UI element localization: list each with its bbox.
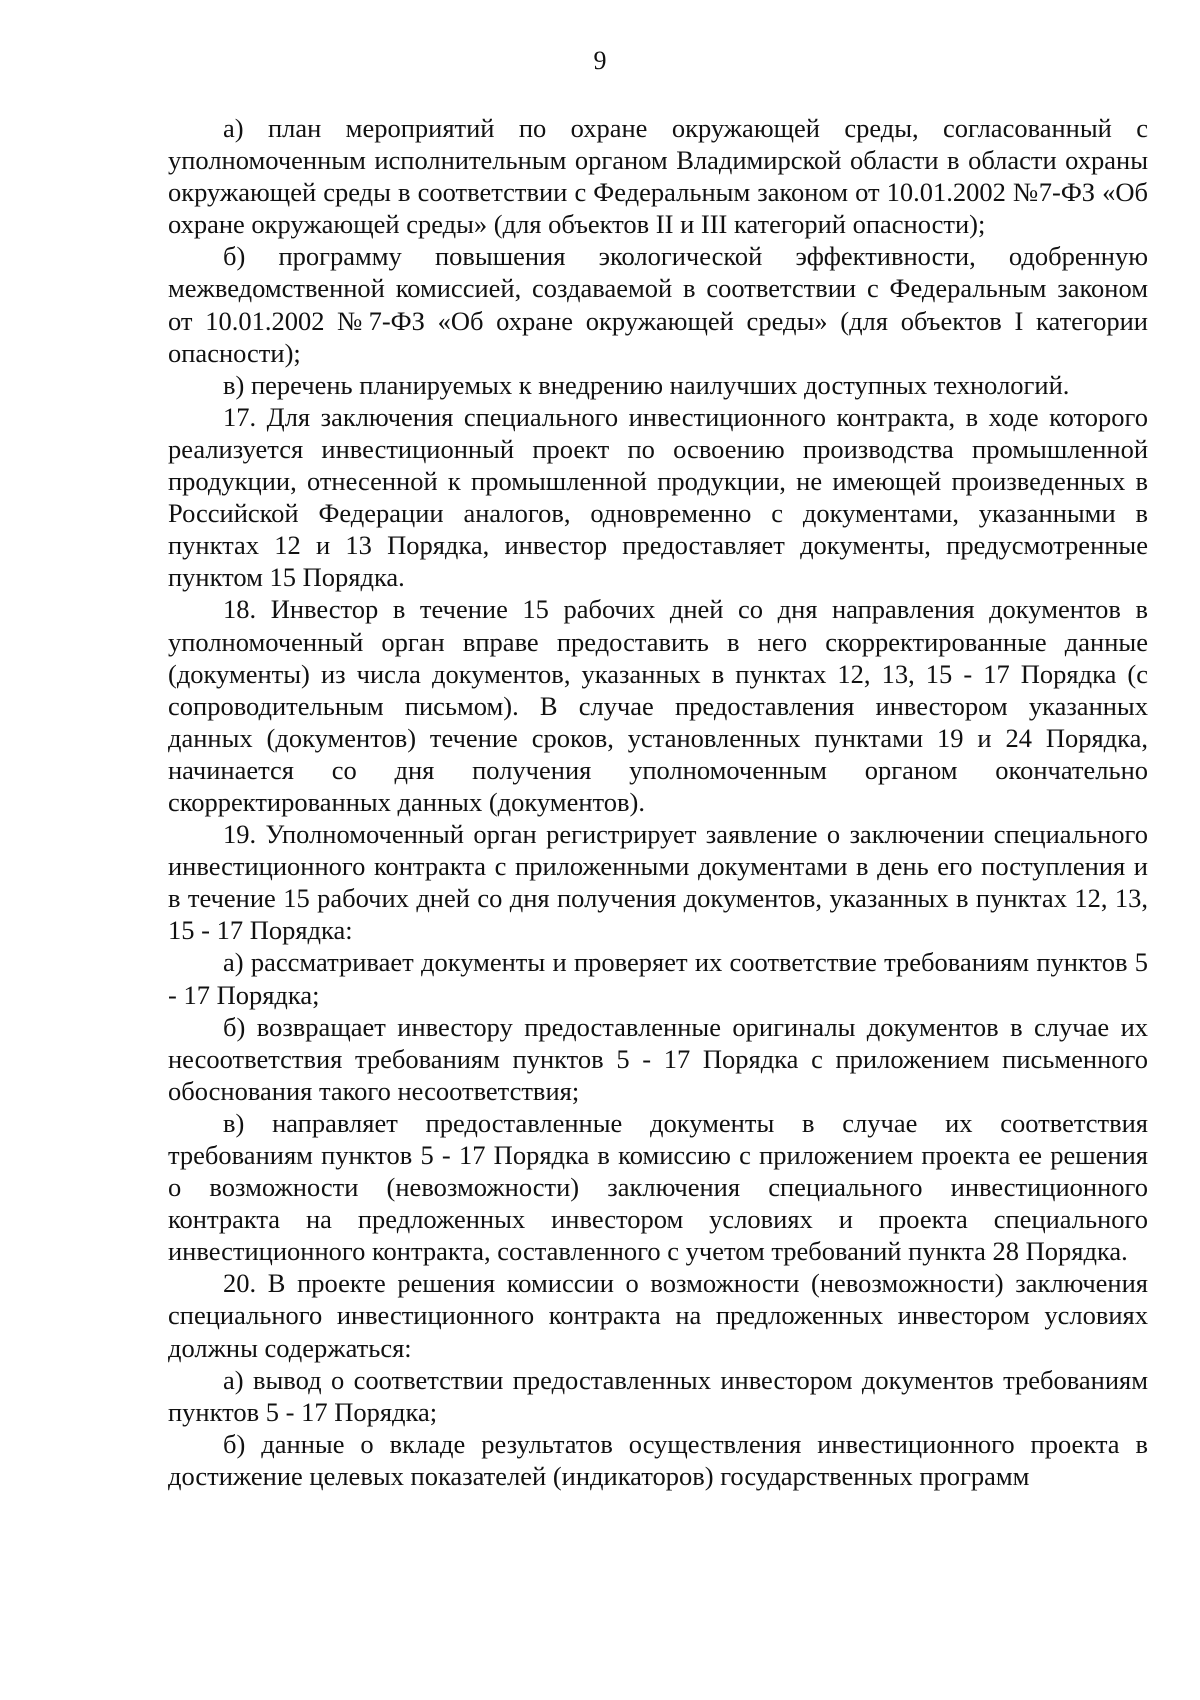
paragraph-clause-19: 19. Уполномоченный орган регистрирует заявление о заключении специального инвестиционного контракта с приложенными документами в день его поступления и в течение 15 рабочих дней со дня получения документов, указанных в пунктах 12, 13, 15 - 17 Порядка: [168, 819, 1148, 946]
paragraph-best-technologies-list: в) перечень планируемых к внедрению наилучших доступных технологий. [223, 369, 1070, 400]
paragraph-clause-18: 18. Инвестор в течение 15 рабочих дней со дня направления документов в уполномоченный орган вправе предоставить в него скорректированные данные (документы) из числа документов, указанных в пунктах 12, 13, 15 - 17 Порядка (с сопроводительным письмом). В случае предоставления инвестором указанных данных (документов) течение сроков, установленных пунктами 19 и 24 Порядка, начинается со дня получения уполномоченным органом окончательно скорректированных данных (документов). [168, 594, 1148, 817]
paragraph-eco-efficiency-program: б) программу повышения экологической эффективности, одобренную межведомственной комиссией, создаваемой в соответствии с Федеральным законом от 10.01.2002 №7-ФЗ «Об охране окружающей среды» (для объектов I категории опасности); [168, 241, 1148, 368]
paragraph-env-protection-plan: а) план мероприятий по охране окружающей среды, согласованный с уполномоченным исполнительным органом Владимирской области в области охраны окружающей среды в соответствии с Федеральным законом от 10.01.2002 №7-ФЗ «Об охране окружающей среды» (для объектов II и III категорий опасности); [168, 113, 1148, 240]
paragraph-clause-20-b: б) данные о вкладе результатов осуществления инвестиционного проекта в достижение целевых показателей (индикаторов) государственных программ [168, 1428, 1148, 1491]
paragraph-clause-17: 17. Для заключения специального инвестиционного контракта, в ходе которого реализуется инвестиционный проект по освоению производства промышленной продукции, отнесенной к промышленной продукции, не имеющей произведенных в Российской Федерации аналогов, одновременно с документами, указанными в пунктах 12 и 13 Порядка, инвестор предоставляет документы, предусмотренные пунктом 15 Порядка. [168, 401, 1148, 593]
paragraph-clause-19-b: б) возвращает инвестору предоставленные оригиналы документов в случае их несоответствия требованиям пунктов 5 - 17 Порядка с приложением письменного обоснования такого несоответствия; [168, 1011, 1148, 1106]
paragraph-clause-20-a: а) вывод о соответствии предоставленных инвестором документов требованиям пунктов 5 - 17 Порядка; [168, 1364, 1148, 1427]
document-body [168, 112, 1148, 1492]
paragraph-clause-20: 20. В проекте решения комиссии о возможности (невозможности) заключения специального инвестиционного контракта на предложенных инвестором условиях должны содержаться: [168, 1268, 1148, 1363]
page-number: 9 [593, 46, 607, 75]
paragraph-clause-19-a: а) рассматривает документы и проверяет их соответствие требованиям пунктов 5 - 17 Порядка; [168, 947, 1148, 1010]
paragraph-clause-19-v: в) направляет предоставленные документы в случае их соответствия требованиям пунктов 5 - 17 Порядка в комиссию с приложением проекта ее решения о возможности (невозможности) заключения специального инвестиционного контракта на предложенных инвестором условиях и проекта специального инвестиционного контракта, составленного с учетом требований пункта 28 Порядка. [168, 1107, 1148, 1267]
